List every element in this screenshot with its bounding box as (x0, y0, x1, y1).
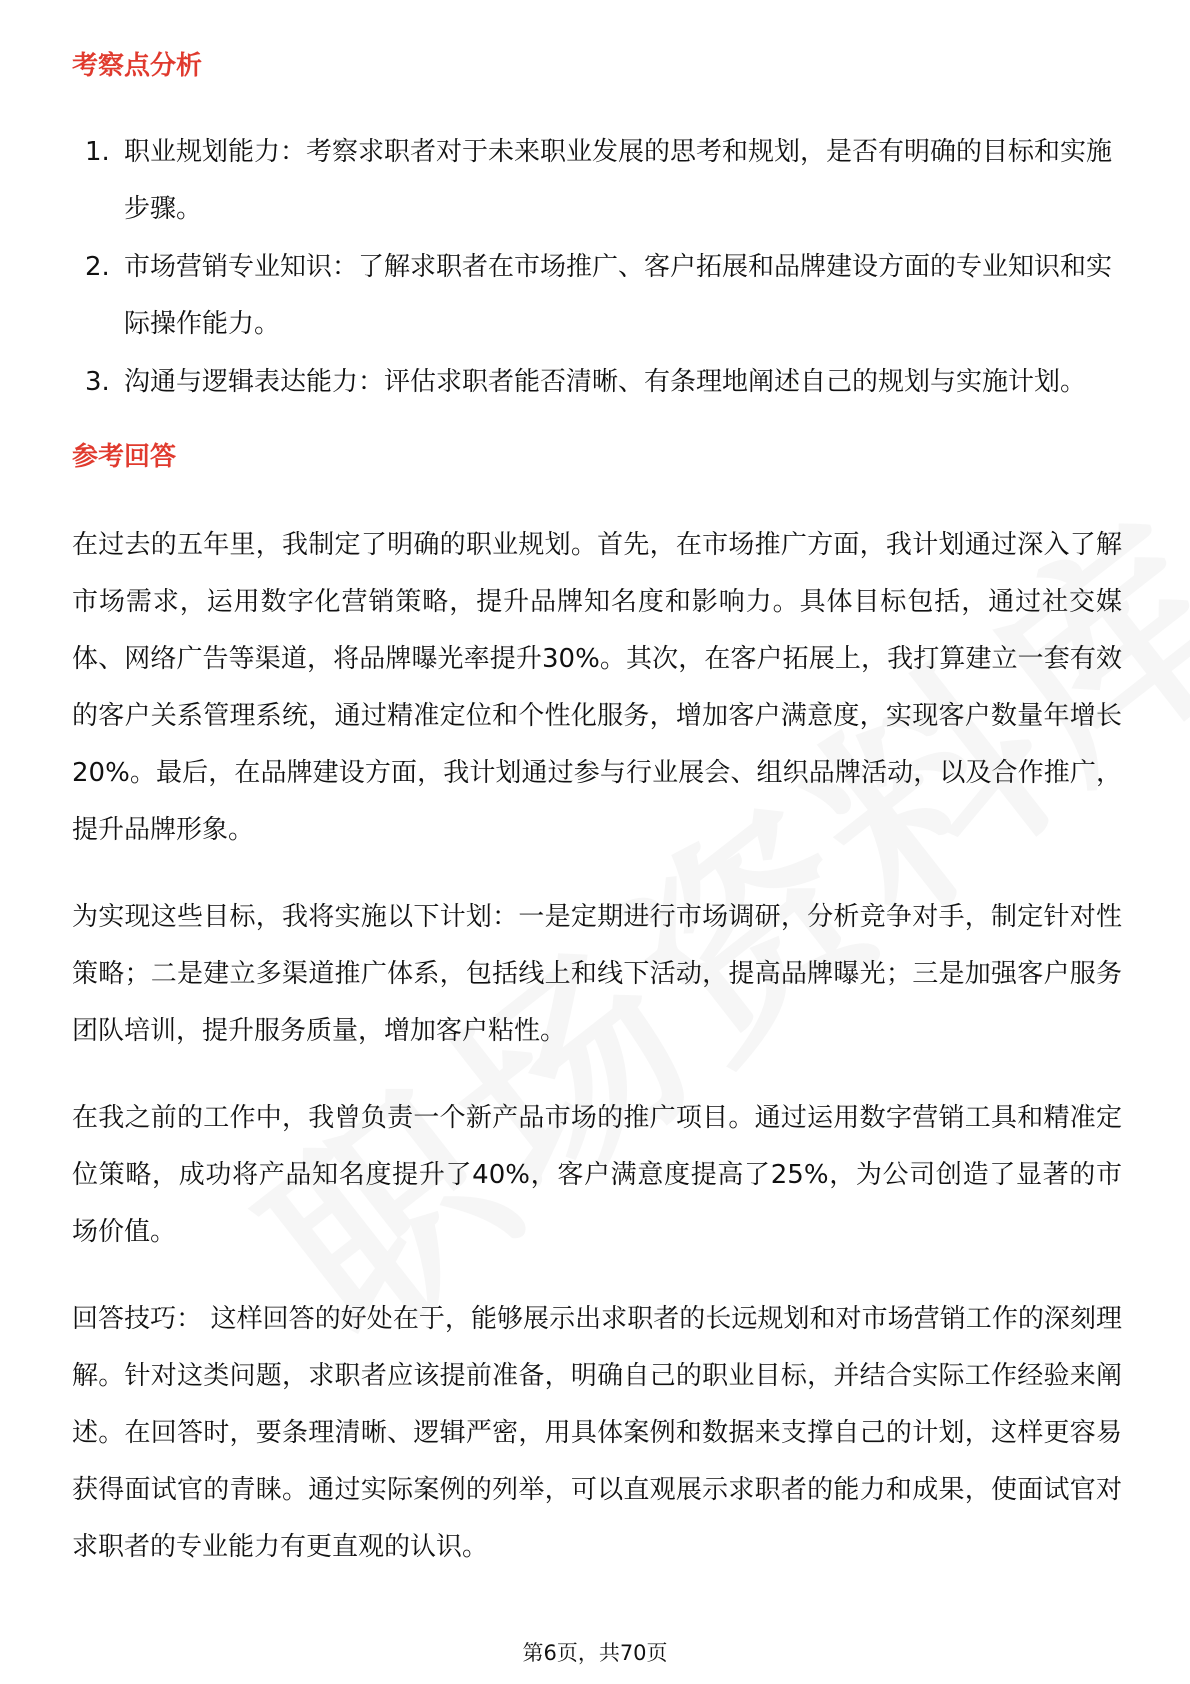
section-title-analysis: 考察点分析 (72, 51, 203, 81)
list-item (72, 354, 1122, 411)
answer-paragraph: 为实现这些目标，我将实施以下计划：一是定期进行市场调研，分析竞争对手，制定针对性策略；二是建立多渠道推广体系，包括线上和线下活动，提高品牌曝光；三是加强客户服务团队培训，提升服务质量，增加客户粘性。 (72, 902, 1122, 1046)
page-number: 第6页，共70页 (522, 1641, 668, 1665)
list-item-text: 市场营销专业知识：了解求职者在市场推广、客户拓展和品牌建设方面的专业知识和实际操作能力。 (124, 252, 1113, 339)
list-item-text: 职业规划能力：考察求职者对于未来职业发展的思考和规划，是否有明确的目标和实施步骤。 (124, 137, 1113, 224)
analysis-list (72, 124, 1122, 411)
answer-paragraph: 在我之前的工作中，我曾负责一个新产品市场的推广项目。通过运用数字营销工具和精准定位策略，成功将产品知名度提升了40%，客户满意度提高了25%，为公司创造了显著的市场价值。 (72, 1103, 1122, 1247)
answer-tips-paragraph: 回答技巧： 这样回答的好处在于，能够展示出求职者的长远规划和对市场营销工作的深刻理解。针对这类问题，求职者应该提前准备，明确自己的职业目标，并结合实际工作经验来阐述。在回答时，要条理清晰、逻辑严密，用具体案例和数据来支撑自己的计划，这样更容易获得面试官的青睐。通过实际案例的列举，可以直观展示求职者的能力和成果，使面试官对求职者的专业能力有更直观的认识。 (72, 1304, 1122, 1562)
list-item (72, 124, 1122, 238)
section-title-reference-answer: 参考回答 (72, 442, 177, 472)
answer-paragraph: 在过去的五年里，我制定了明确的职业规划。首先，在市场推广方面，我计划通过深入了解市场需求，运用数字化营销策略，提升品牌知名度和影响力。具体目标包括，通过社交媒体、网络广告等渠道，将品牌曝光率提升30%。其次，在客户拓展上，我打算建立一套有效的客户关系管理系统，通过精准定位和个性化服务，增加客户满意度，实现客户数量年增长20%。最后，在品牌建设方面，我计划通过参与行业展会、组织品牌活动，以及合作推广，提升品牌形象。 (72, 530, 1122, 845)
list-item (72, 239, 1122, 353)
list-item-number: 1. (85, 137, 110, 167)
list-item-number: 2. (85, 252, 110, 282)
list-item-number: 3. (85, 367, 110, 397)
page-content (72, 46, 1122, 1576)
list-item-text: 沟通与逻辑表达能力：评估求职者能否清晰、有条理地阐述自己的规划与实施计划。 (124, 367, 1087, 397)
